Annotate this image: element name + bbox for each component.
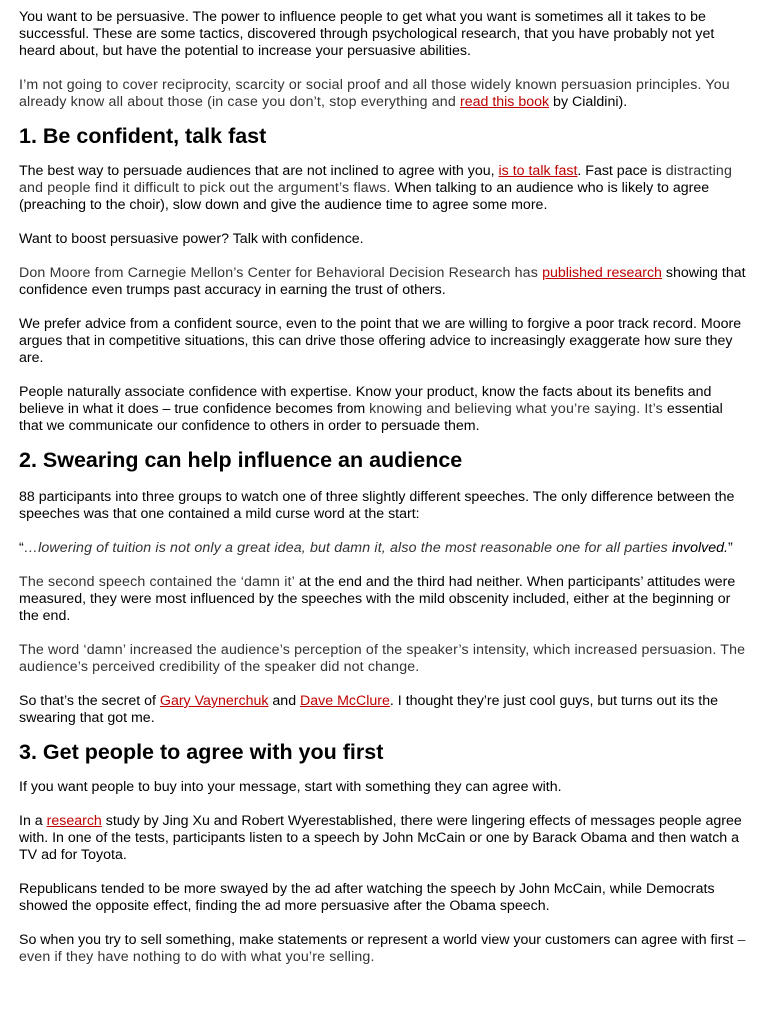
- section-1-paragraph-4: We prefer advice from a confident source, even to the point that we are willing to forgive a poor track record. Moore argues that in competitive situations, this can drive those offering advice to increasingly exaggerate how sure they are.: [19, 316, 742, 366]
- s1p3-text-b: showing that confidence even trumps past accuracy in earning the trust of others.: [19, 265, 746, 298]
- s2p4-text-b: and: [268, 693, 301, 709]
- section-2-paragraph-1: 88 participants into three groups to watch one of three slightly different speeches. The only difference between the speeches was that one contained a mild curse word at the start:: [19, 489, 735, 522]
- research-link[interactable]: research: [46, 813, 102, 829]
- s3p4-text-a: So when you try to sell something, make statements or represent a world view your customers can agree with first: [19, 932, 734, 948]
- published-research-link[interactable]: published research: [542, 265, 662, 281]
- s1p5-text-a: People naturally associate confidence with expertise. Know your product, know the facts about its benefits and believe in what it does – true confidence becomes from: [19, 384, 712, 417]
- section-1-heading: 1. Be confident, talk fast: [19, 124, 267, 148]
- dave-mcclure-link[interactable]: Dave McClure: [300, 693, 390, 709]
- s1p3-text-a: Don Moore from Carnegie Mellon’s Center for Behavioral Decision Research has: [19, 265, 543, 281]
- intro-paragraph-2: [19, 77, 749, 111]
- section-1-paragraph-1: [19, 163, 749, 214]
- read-this-book-link[interactable]: read this book: [459, 94, 550, 110]
- s2p4-text-c: . I thought they’re just cool guys, but turns out its the swearing that got me.: [19, 693, 718, 726]
- s2p2-text-b: at the end and the third had neither. When participants’ attitudes were measured, they were most influenced by the speeches with the mild obscenity included, either at the beginning or the end.: [19, 574, 736, 624]
- s1p1-text-b: . Fast pace is: [577, 163, 666, 179]
- quote-text-a: …lowering of tuition is not only a great idea, but damn it, also the most reasonable one for all parties: [23, 540, 672, 556]
- intro-paragraph-2-text: I’m not going to cover reciprocity, scarcity or social proof and all those widely known persuasion principles. You already know all about those (in case you don’t, stop everything and: [19, 77, 730, 110]
- s3p2-text-b: study by Jing Xu and Robert Wyerestablished, there were lingering effects of messages people agree with. In one of the tests, participants listen to a speech by John McCain or one by Barack Obama and then watch a TV ad for Toyota.: [19, 813, 742, 863]
- quote-text-b: involved.: [671, 540, 728, 556]
- section-1-paragraph-2: Want to boost persuasive power? Talk with confidence.: [19, 231, 364, 247]
- s1p5-text-b: knowing and believing what you’re saying. It’s: [369, 401, 663, 417]
- section-1-paragraph-5: [19, 384, 749, 435]
- section-3-paragraph-1: If you want people to buy into your message, start with something they can agree with.: [19, 779, 562, 795]
- s2p2-text-a: The second speech contained the ‘damn it’: [19, 574, 295, 590]
- quote-close-mark: ”: [727, 540, 733, 556]
- section-2-paragraph-4: [19, 693, 749, 727]
- s1p1-text-a: The best way to persuade audiences that are not inclined to agree with you,: [19, 163, 499, 179]
- intro-paragraph-2-tail: by Cialdini).: [549, 94, 628, 110]
- section-3-paragraph-4: [19, 932, 749, 966]
- intro-paragraph-1: You want to be persuasive. The power to influence people to get what you want is sometimes all it takes to be successful. These are some tactics, discovered through psychological research, that you have probably not yet heard about, but have the potential to increase your persuasive abilities.: [19, 9, 715, 59]
- section-2-quote: [19, 540, 749, 557]
- s1p1-text-d: When talking to an audience who is likely to agree (preaching to the choir), slow down and give the audience time to agree some more.: [19, 180, 710, 213]
- s3p4-text-b: – even if they have nothing to do with what you’re selling.: [19, 932, 746, 965]
- section-3-paragraph-3: Republicans tended to be more swayed by the ad after watching the speech by John McCain, while Democrats showed the opposite effect, finding the ad more persuasive after the Obama speech.: [19, 881, 715, 914]
- section-2-paragraph-2: [19, 574, 749, 625]
- gary-vaynerchuk-link[interactable]: Gary Vaynerchuk: [159, 693, 269, 709]
- s3p2-text-a: In a: [19, 813, 47, 829]
- s1p5-text-c: essential that we communicate our confidence to others in order to persuade them.: [19, 401, 723, 434]
- section-1-paragraph-3: [19, 265, 749, 299]
- document-page: [19, 9, 749, 966]
- s2p4-text-a: So that’s the secret of: [19, 693, 160, 709]
- s1p1-text-c: distracting and people find it difficult to pick out the argument’s flaws.: [19, 163, 733, 196]
- section-2-heading: 2. Swearing can help influence an audience: [19, 448, 463, 472]
- quote-open-mark: “: [19, 540, 24, 556]
- section-3-paragraph-2: [19, 813, 749, 864]
- section-3-heading: 3. Get people to agree with you first: [19, 740, 384, 764]
- section-2-paragraph-3: The word ‘damn’ increased the audience’s perception of the speaker’s intensity, which increased persuasion. The audience’s perceived credibility of the speaker did not change.: [19, 642, 746, 675]
- is-to-talk-fast-link[interactable]: is to talk fast: [498, 163, 578, 179]
